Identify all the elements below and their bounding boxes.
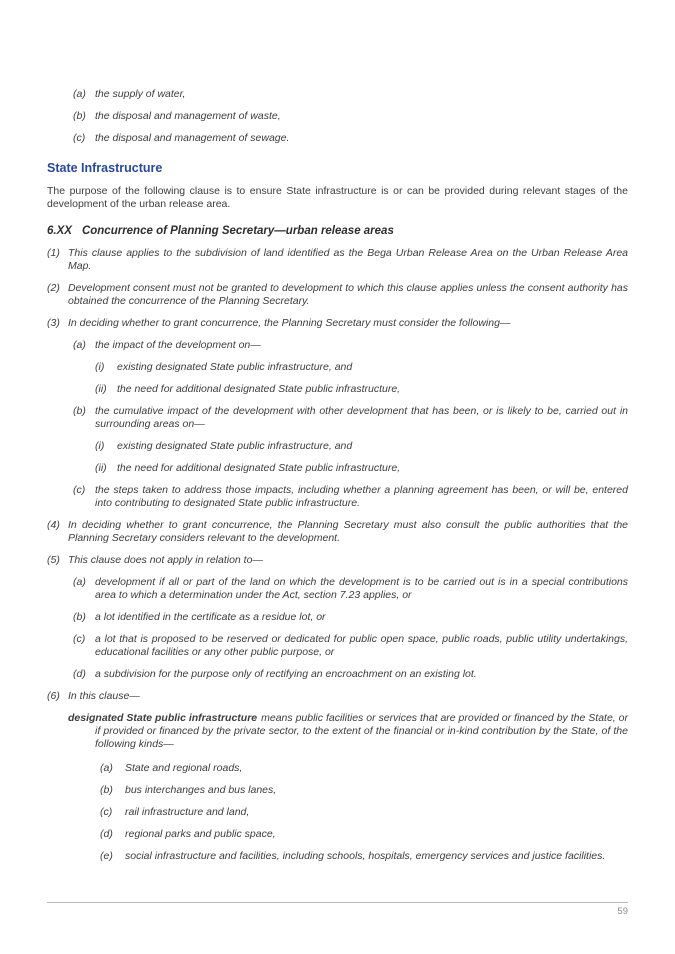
subclause-6 [47, 690, 628, 703]
item-label: (c) [73, 132, 86, 144]
item-label: (i) [95, 361, 105, 373]
item-text: In deciding whether to grant concurrence, the Planning Secretary must consider the following— [68, 317, 511, 329]
page-number: 59 [617, 906, 628, 917]
paragraph-3a [73, 339, 628, 352]
item-text: the impact of the development on— [95, 339, 261, 351]
item-label: (4) [47, 519, 60, 531]
item-text: This clause applies to the subdivision of land identified as the Bega Urban Release Area on the Urban Release Area Map. [68, 247, 628, 272]
item-label: (a) [73, 339, 86, 351]
item-label: (d) [73, 668, 86, 680]
item-text: bus interchanges and bus lanes, [125, 783, 277, 796]
list-item [73, 88, 628, 101]
item-label: (e) [100, 849, 113, 862]
list-item [73, 132, 628, 145]
item-text: social infrastructure and facilities, including schools, hospitals, emergency services and justice facilities. [125, 849, 606, 862]
paragraph-5a [73, 576, 628, 602]
item-label: (2) [47, 282, 60, 294]
paragraph-3c [73, 484, 628, 510]
item-text: the steps taken to address those impacts, including whether a planning agreement has been, or will be, entered into contributing to designated State public infrastructure. [95, 484, 628, 509]
list-item [73, 110, 628, 123]
item-text: development if all or part of the land on which the development is to be carried out is in a special contributions area to which a determination under the Act, section 7.23 applies, or [95, 576, 628, 601]
item-label: (b) [100, 783, 113, 796]
item-text: the disposal and management of sewage. [95, 132, 290, 144]
item-text: the supply of water, [95, 88, 186, 100]
item-text: a lot identified in the certificate as a residue lot, or [95, 611, 326, 623]
footer-rule [47, 902, 628, 903]
item-label: (c) [73, 633, 86, 645]
subparagraph-3b-i [95, 440, 628, 453]
definition-kind-d [100, 828, 628, 841]
item-label: (6) [47, 690, 60, 702]
item-label: (3) [47, 317, 60, 329]
page-footer [47, 902, 628, 917]
subparagraph-3a-ii [95, 383, 628, 396]
item-text: State and regional roads, [125, 761, 243, 774]
subclause-3 [47, 317, 628, 330]
clause-number: 6.XX [47, 225, 72, 237]
page-content [47, 88, 628, 863]
purpose-paragraph: The purpose of the following clause is to ensure State infrastructure is or can be provided during relevant stages of the development of the urban release area. [47, 185, 628, 210]
item-text: a subdivision for the purpose only of rectifying an encroachment on an existing lot. [95, 668, 477, 680]
section-heading: State Infrastructure [47, 161, 163, 175]
item-text: Development consent must not be granted to development to which this clause applies unless the consent authority has obtained the concurrence of the Planning Secretary. [68, 282, 628, 307]
paragraph-5c [73, 633, 628, 659]
item-text: the need for additional designated State public infrastructure, [117, 462, 401, 474]
item-text: In deciding whether to grant concurrence, the Planning Secretary must also consult the public authorities that the Planning Secretary considers relevant to the development. [68, 519, 628, 544]
definition-paragraph [68, 712, 628, 751]
definition-term: designated State public infrastructure [68, 712, 258, 724]
item-label: (5) [47, 554, 60, 566]
item-text: existing designated State public infrastructure, and [117, 361, 353, 373]
clause-heading [47, 224, 628, 238]
paragraph-3b [73, 405, 628, 431]
definition-kind-c [100, 806, 628, 819]
clause-title: Concurrence of Planning Secretary—urban release areas [81, 225, 394, 237]
subparagraph-3a-i [95, 361, 628, 374]
subclause-1 [47, 247, 628, 273]
item-label: (d) [100, 827, 113, 840]
item-label: (ii) [95, 462, 107, 474]
definition-kind-a [100, 762, 628, 775]
item-text: existing designated State public infrastructure, and [117, 440, 353, 452]
item-label: (c) [100, 805, 113, 818]
item-text: regional parks and public space, [125, 827, 276, 840]
subparagraph-3b-ii [95, 462, 628, 475]
item-label: (a) [73, 88, 86, 100]
item-text: the need for additional designated State public infrastructure, [117, 383, 401, 395]
item-label: (ii) [95, 383, 107, 395]
item-text: the disposal and management of waste, [95, 110, 281, 122]
item-text: the cumulative impact of the development with other development that has been, or is likely to be, carried out in surrounding areas on— [95, 405, 628, 430]
definition-kind-b [100, 784, 628, 797]
paragraph-5d [73, 668, 628, 681]
item-text: rail infrastructure and land, [125, 805, 250, 818]
item-text: a lot that is proposed to be reserved or dedicated for public open space, public roads, public utility undertakings, educational facilities or any other public purpose, or [95, 633, 628, 658]
paragraph-5b [73, 611, 628, 624]
item-label: (b) [73, 611, 86, 623]
definition-text: means public facilities or services that are provided or financed by the State, or if provided or financed by the private sector, to the extent of the financial or in-kind contribution by the State, of the following kinds— [95, 712, 628, 750]
subclause-5 [47, 554, 628, 567]
item-text: In this clause— [68, 690, 140, 702]
item-label: (1) [47, 247, 60, 259]
item-label: (a) [73, 576, 86, 588]
item-label: (a) [100, 761, 113, 774]
item-label: (c) [73, 484, 86, 496]
item-label: (i) [95, 440, 105, 452]
subclause-2 [47, 282, 628, 308]
item-text: This clause does not apply in relation to— [68, 554, 263, 566]
item-label: (b) [73, 405, 86, 417]
definition-kind-e [100, 850, 628, 863]
subclause-4 [47, 519, 628, 545]
item-label: (b) [73, 110, 86, 122]
